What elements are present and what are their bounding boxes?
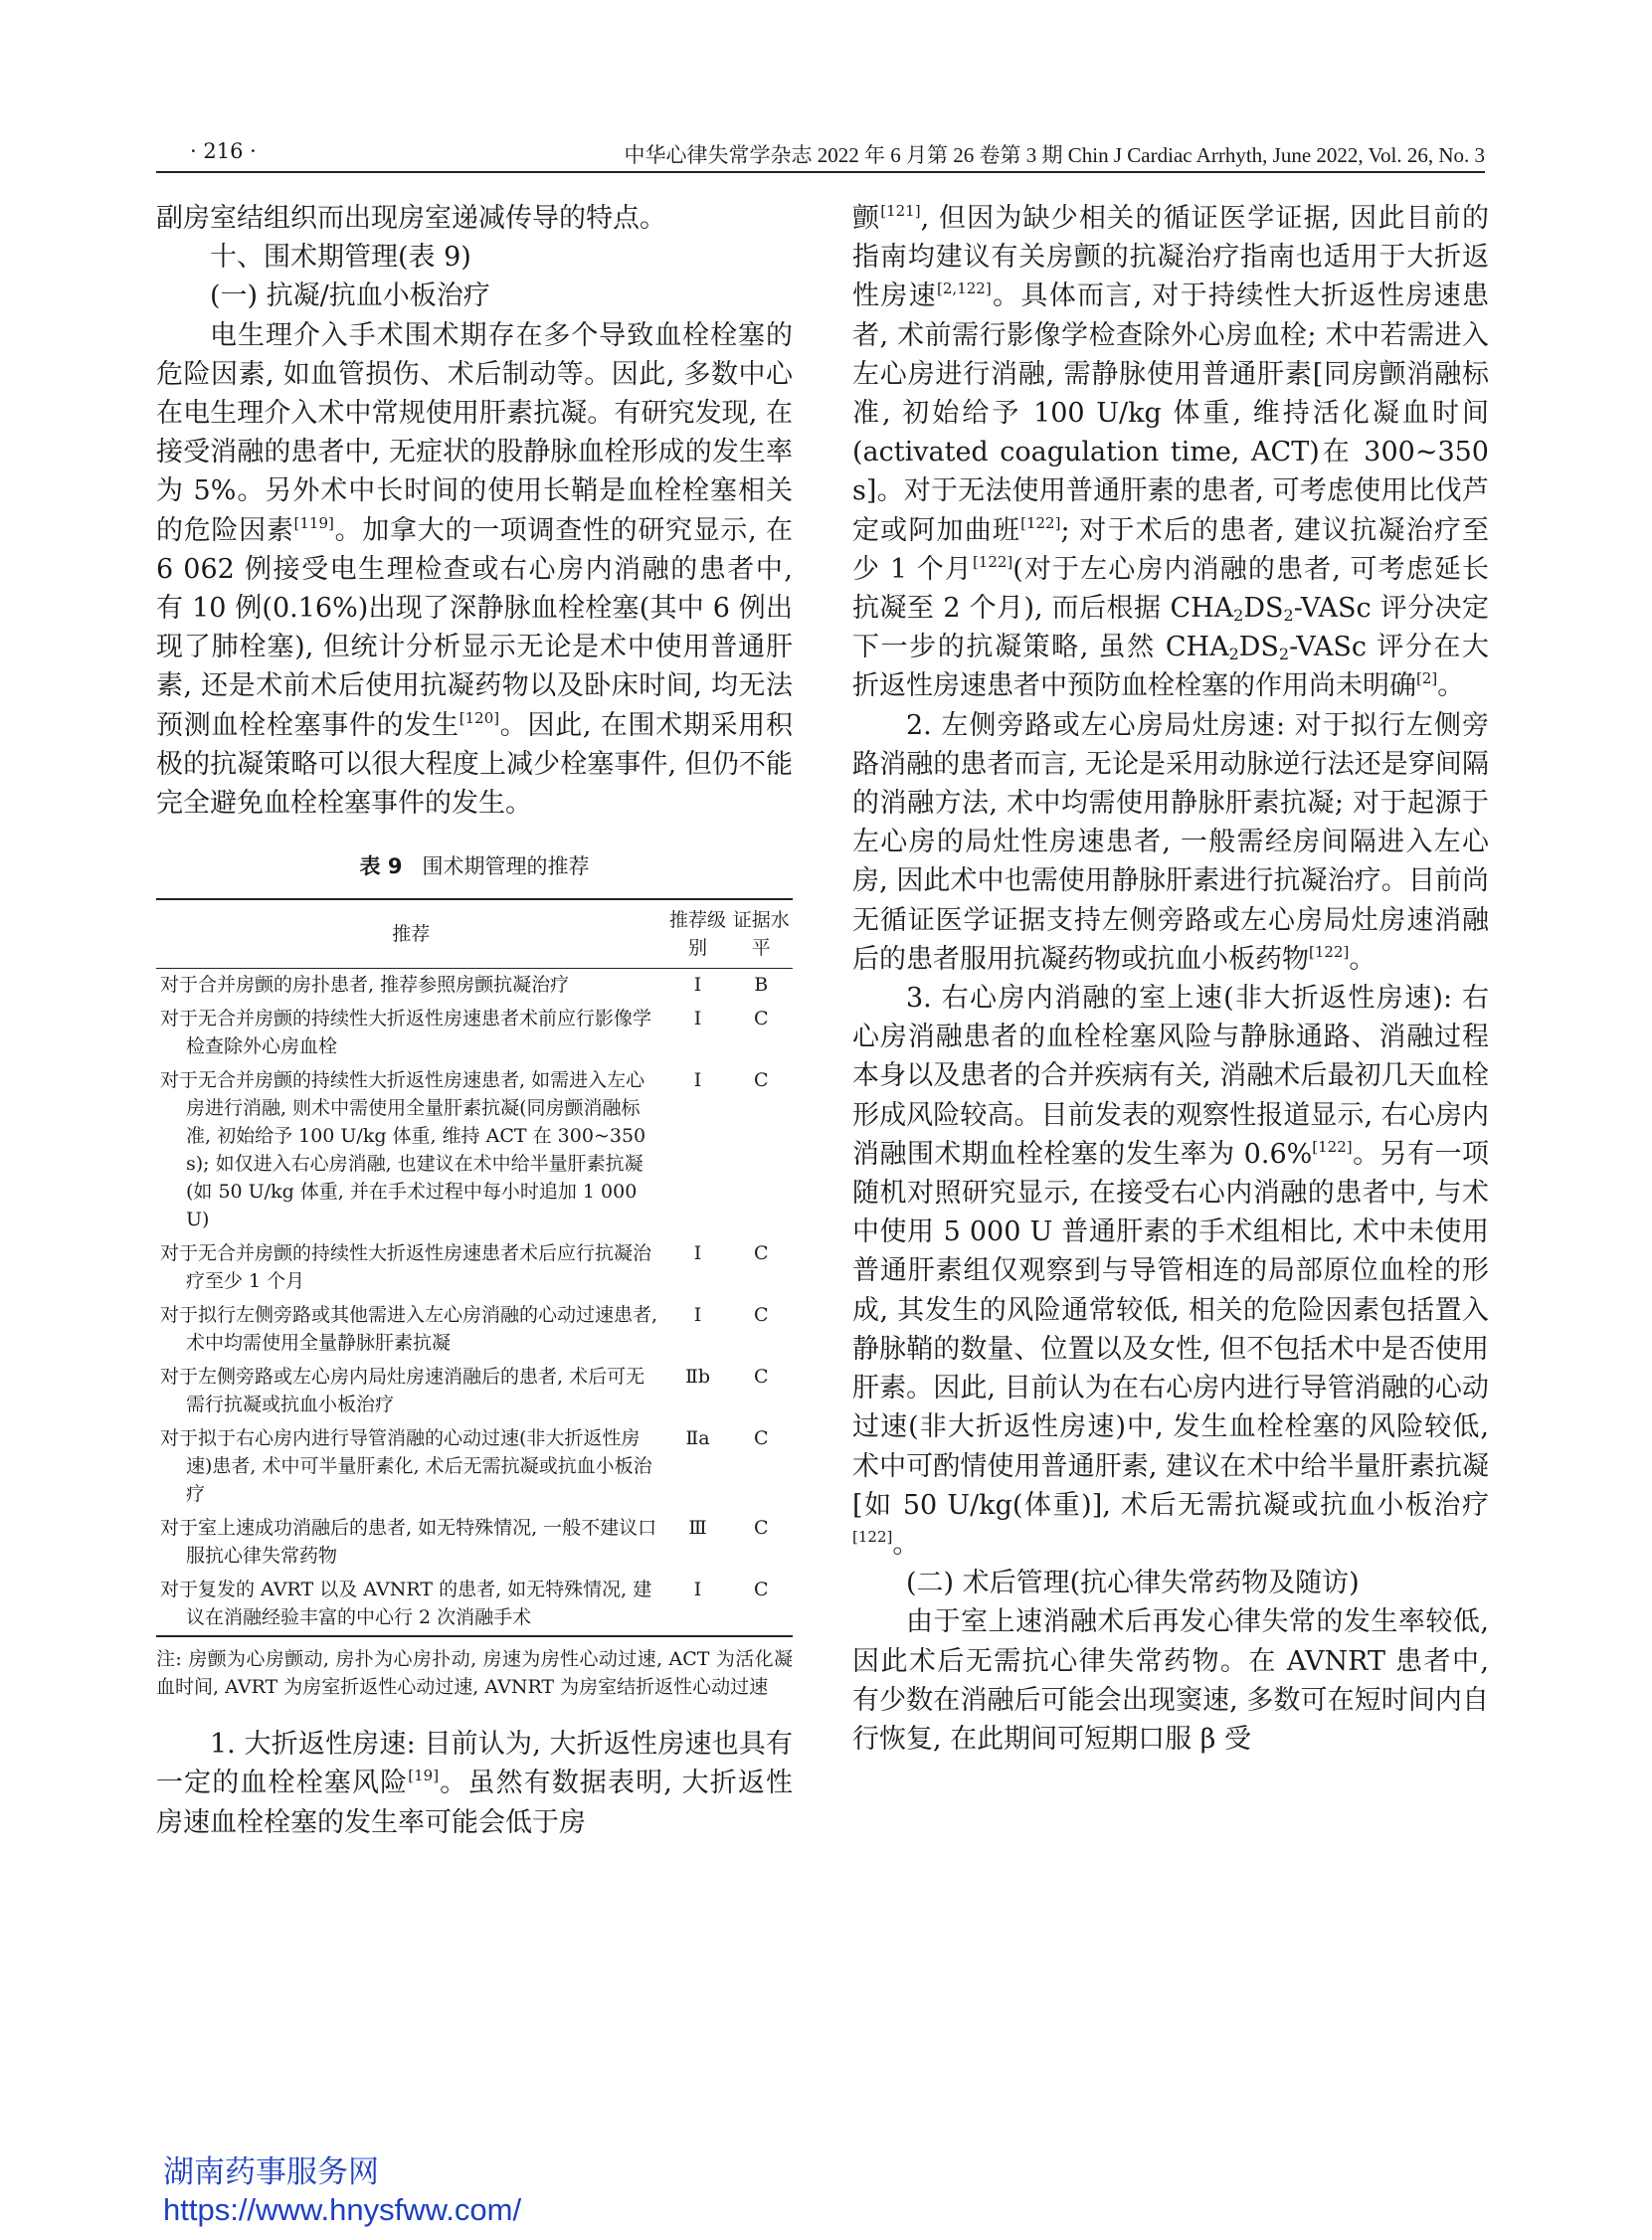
citation-ref: [122] <box>1020 513 1061 532</box>
table-row <box>156 1422 793 1512</box>
table-title: 围术期管理的推荐 <box>422 854 590 879</box>
table-header-row <box>156 899 793 969</box>
recommendation-cell: 对于拟行左侧旁路或其他需进入左心房消融的心动过速患者, 术中均需使用全量静脉肝素抗凝 <box>160 1304 658 1355</box>
text-run: 1. 大折返性房速: 目前认为, 大折返性房速也具有一定的血栓栓塞风险 <box>156 1729 793 1799</box>
text-run: DS <box>1238 632 1279 663</box>
table-row <box>156 1003 793 1064</box>
citation-ref: [2] <box>1416 669 1438 688</box>
text-run: 2. 左侧旁路或左心房局灶房速: 对于拟行左侧旁路消融的患者而言, 无论是采用动脉逆行法还是穿间隔的消融方法, 术中均需使用静脉肝素抗凝; 对于起源于左心房的局灶性房速患者, 一般需经房间隔进入左心房, 因此术中也需使用静脉肝素进行抗凝治疗。目前尚无循证医学证据支持左侧旁路或左心房局灶房速消融后的患者服用抗凝药物或抗血小板药物 <box>852 709 1489 975</box>
text-run: DS <box>1243 593 1284 625</box>
text-run: -VASc 评分在大折返性房速患者中预防血栓栓塞的作用尚未明确 <box>852 632 1490 702</box>
left-column <box>156 199 793 1842</box>
subscript: 2 <box>1278 645 1290 664</box>
citation-ref: [122] <box>852 1527 893 1546</box>
evidence-cell: C <box>753 1366 769 1389</box>
recommendation-cell: 对于无合并房颤的持续性大折返性房速患者, 如需进入左心房进行消融, 则术中需使用全量肝素抗凝(同房颤消融标准, 初始给予 100 U/kg 体重, 维持 ACT 在 300~350 s); 如仅进入右心房消融, 也建议在术中给半量肝素抗凝(如 50 U/kg 体重, 并在手术过程中每小时追加 1 000 U) <box>160 1069 646 1231</box>
text-run: 。另有一项随机对照研究显示, 在接受右心内消融的患者中, 与术中使用 5 000 U 普通肝素的手术组相比, 术中未使用普通肝素组仅观察到与导管相连的局部原位血栓的形成, 其发生的风险通常较低, 相关的危险因素包括置入静脉鞘的数量、位置以及女性, 但不包括术中是否使用肝素。因此, 目前认为在右心房内进行导管消融的心动过速(非大折返性房速)中, 发生血栓栓塞的风险较低, 术中可酌情使用普通肝素, 建议在术中给半量肝素抗凝[如 50 U/kg(体重)], 术后无需抗凝或抗血小板治疗 <box>852 1138 1489 1521</box>
class-cell: Ⅲ <box>688 1517 707 1540</box>
section-heading-10: 十、围术期管理(表 9) <box>210 242 471 274</box>
right-column <box>852 199 1489 1759</box>
recommendation-cell: 对于复发的 AVRT 以及 AVNRT 的患者, 如无特殊情况, 建议在消融经验丰富的中心行 2 次消融手术 <box>160 1579 652 1629</box>
class-cell: Ⅰ <box>693 1579 702 1601</box>
recommendation-cell: 对于左侧旁路或左心房内局灶房速消融后的患者, 术后可无需行抗凝或抗血小板治疗 <box>160 1366 645 1416</box>
text-run: 。 <box>1437 670 1465 702</box>
citation-ref: [2,122] <box>937 280 992 298</box>
citation-ref: [121] <box>880 202 921 220</box>
text-run: ; 对于术后的患者, 建议抗凝治疗至少 1 个月 <box>852 514 1490 585</box>
class-cell: Ⅰ <box>693 1008 702 1030</box>
evidence-cell: C <box>753 1304 769 1327</box>
header-evidence: 证据水平 <box>729 899 793 969</box>
recommendation-cell: 对于室上速成功消融后的患者, 如无特殊情况, 一般不建议口服抗心律失常药物 <box>160 1517 657 1568</box>
table-note: 注: 房颤为心房颤动, 房扑为心房扑动, 房速为房性心动过速, ACT 为活化凝血时间, AVRT 为房室折返性心动过速, AVNRT 为房室结折返性心动过速 <box>156 1648 793 1699</box>
text-run: 。因此, 在围术期采用积极的抗凝策略可以很大程度上减少栓塞事件, 但仍不能完全避免血栓栓塞事件的发生。 <box>156 709 794 820</box>
table-caption <box>156 850 793 880</box>
paragraph-macroreentrant-at <box>156 1725 793 1842</box>
text-run: 。 <box>1349 943 1377 975</box>
watermark-site-name: 湖南药事服务网 <box>163 2154 379 2190</box>
paragraph-guideline-anticoag <box>852 199 1489 706</box>
subsection-heading-postoperative: (二) 术后管理(抗心律失常药物及随访) <box>906 1568 1360 1599</box>
subsection-heading-anticoagulation: (一) 抗凝/抗血小板治疗 <box>210 280 490 312</box>
evidence-cell: C <box>753 1069 769 1092</box>
text-run: 电生理介入手术围术期存在多个导致血栓栓塞的危险因素, 如血管损伤、术后制动等。因此, 多数中心在电生理介入术中常规使用肝素抗凝。有研究发现, 在接受消融的患者中, 无症状的股静脉血栓形成的发生率为 5%。另外术中长时间的使用长鞘是血栓栓塞相关的危险因素 <box>156 319 793 546</box>
table-row <box>156 969 793 1004</box>
table-row <box>156 1064 793 1237</box>
text-run: 3. 右心房内消融的室上速(非大折返性房速): 右心房消融患者的血栓栓塞风险与静脉通路、消融过程本身以及患者的合并疾病有关, 消融术后最初几天血栓形成风险较高。目前发表的观察性报道显示, 右心房内消融围术期血栓栓塞的发生率为 0.6% <box>852 983 1489 1170</box>
paragraph-right-atrial <box>852 979 1489 1564</box>
site-watermark <box>163 2153 521 2229</box>
running-header <box>156 137 1485 173</box>
evidence-cell: B <box>754 974 769 997</box>
text-run: 颤 <box>852 203 881 234</box>
text-run: 。虽然有数据表明, 大折返性房速血栓栓塞的发生率可能会低于房 <box>156 1768 794 1838</box>
watermark-url[interactable]: https://www.hnysfww.com/ <box>163 2192 522 2227</box>
citation-ref: [122] <box>1309 942 1350 961</box>
class-cell: Ⅱb <box>684 1366 711 1389</box>
citation-ref: [119] <box>293 513 334 532</box>
header-recommendation: 推荐 <box>156 899 666 969</box>
evidence-cell: C <box>753 1579 769 1601</box>
citation-ref: [122] <box>972 552 1013 571</box>
text-run: 。具体而言, 对于持续性大折返性房速患者, 术前需行影像学检查除外心房血栓; 术中若需进入左心房进行消融, 需静脉使用普通肝素[同房颤消融标准, 初始给予 100 U/kg 体重, 维持活化凝血时间(activated coagulation time, ACT)在 300~350 s]。对于无法使用普通肝素的患者, 可考虑使用比伐芦定或阿加曲班 <box>852 280 1489 546</box>
citation-ref: [19] <box>408 1767 440 1785</box>
text-run: 。加拿大的一项调查性的研究显示, 在 6 062 例接受电生理检查或右心房内消融的患者中, 有 10 例(0.16%)出现了深静脉血栓栓塞(其中 6 例出现了肺栓塞), 但统计分析显示无论是术中使用普通肝素, 还是术前术后使用抗凝药物以及卧床时间, 均无法预测血栓栓塞事件的发生 <box>156 514 794 741</box>
subscript: 2 <box>1233 606 1244 626</box>
evidence-cell: C <box>753 1008 769 1030</box>
journal-citation: 中华心律失常学杂志 2022 年 6 月第 26 卷第 3 期 Chin J Cardiac Arrhyth, June 2022, Vol. 26, No. 3 <box>624 143 1485 167</box>
paragraph-postoperative: 由于室上速消融术后再发心律失常的发生率较低, 因此术后无需抗心律失常药物。在 AVNRT 患者中, 有少数在消融后可能会出现窦速, 多数可在短时间内自行恢复, 在此期间可短期口服 β 受 <box>852 1606 1489 1755</box>
recommendation-cell: 对于拟于右心房内进行导管消融的心动过速(非大折返性房速)患者, 术中可半量肝素化, 术后无需抗凝或抗血小板治疗 <box>160 1427 652 1506</box>
paragraph-left-pathway <box>852 706 1489 979</box>
page-number: · 216 · <box>190 139 257 163</box>
evidence-cell: C <box>753 1427 769 1450</box>
continued-paragraph: 副房室结组织而出现房室递减传导的特点。 <box>156 203 666 234</box>
class-cell: Ⅰ <box>693 1304 702 1327</box>
text-run: (对于左心房内消融的患者, 可考虑延长抗凝至 2 个月), 而后根据 CHA <box>852 553 1489 625</box>
text-run: 。 <box>892 1528 920 1560</box>
recommendation-cell: 对于无合并房颤的持续性大折返性房速患者术后应行抗凝治疗至少 1 个月 <box>160 1242 652 1293</box>
recommendation-table <box>156 898 793 1637</box>
table-row <box>156 1299 793 1361</box>
class-cell: Ⅰ <box>693 1242 702 1265</box>
recommendation-cell: 对于无合并房颤的持续性大折返性房速患者术前应行影像学检查除外心房血栓 <box>160 1008 652 1058</box>
evidence-cell: C <box>753 1242 769 1265</box>
table-row <box>156 1574 793 1636</box>
text-run: , 但因为缺少相关的循证医学证据, 因此目前的指南均建议有关房颤的抗凝治疗指南也适用于大折返性房速 <box>852 203 1489 312</box>
class-cell: Ⅰ <box>693 1069 702 1092</box>
table-row <box>156 1361 793 1422</box>
subscript: 2 <box>1228 645 1239 664</box>
subscript: 2 <box>1283 606 1294 626</box>
evidence-cell: C <box>753 1517 769 1540</box>
header-class: 推荐级别 <box>666 899 730 969</box>
table-row <box>156 1512 793 1574</box>
table-label: 表 9 <box>359 854 403 879</box>
text-run: -VASc 评分决定下一步的抗凝策略, 虽然 CHA <box>852 593 1490 663</box>
citation-ref: [120] <box>459 708 500 727</box>
recommendation-cell: 对于合并房颤的房扑患者, 推荐参照房颤抗凝治疗 <box>160 974 570 997</box>
citation-ref: [122] <box>1312 1137 1353 1156</box>
class-cell: Ⅱa <box>685 1427 710 1450</box>
table-row <box>156 1237 793 1299</box>
class-cell: Ⅰ <box>693 974 702 997</box>
paragraph-perioperative-risk <box>156 316 793 824</box>
table-body <box>156 969 793 1637</box>
